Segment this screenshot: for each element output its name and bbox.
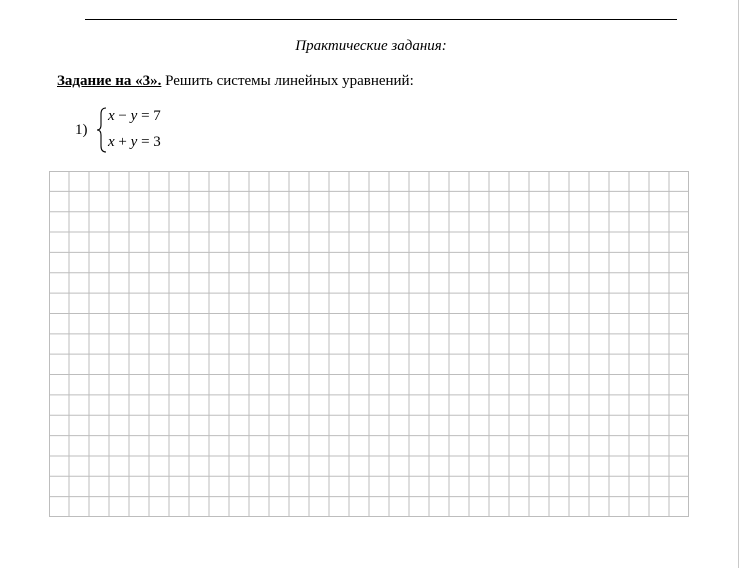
eq2-var-x: x [108, 134, 115, 150]
header-rule [85, 19, 677, 20]
eq1-var-y: y [130, 108, 138, 124]
page-edge [738, 0, 739, 568]
task-statement [57, 73, 414, 90]
eq1-rhs: = 7 [141, 108, 161, 124]
eq2-rhs: = 3 [141, 134, 161, 150]
eq1-var-x: x [108, 108, 115, 124]
task-text: Решить системы линейных уравнений: [165, 73, 414, 89]
eq2-var-y: y [130, 134, 138, 150]
eq2-operator: + [118, 134, 127, 150]
eq1-operator: − [118, 108, 127, 124]
equation-1 [108, 108, 161, 125]
section-title: Практические задания: [295, 38, 447, 54]
equation-2 [108, 134, 161, 151]
answer-grid [49, 171, 689, 517]
problem-number: 1) [75, 122, 88, 138]
task-heading: Задание на «3». [57, 73, 162, 89]
system-brace [95, 107, 109, 153]
